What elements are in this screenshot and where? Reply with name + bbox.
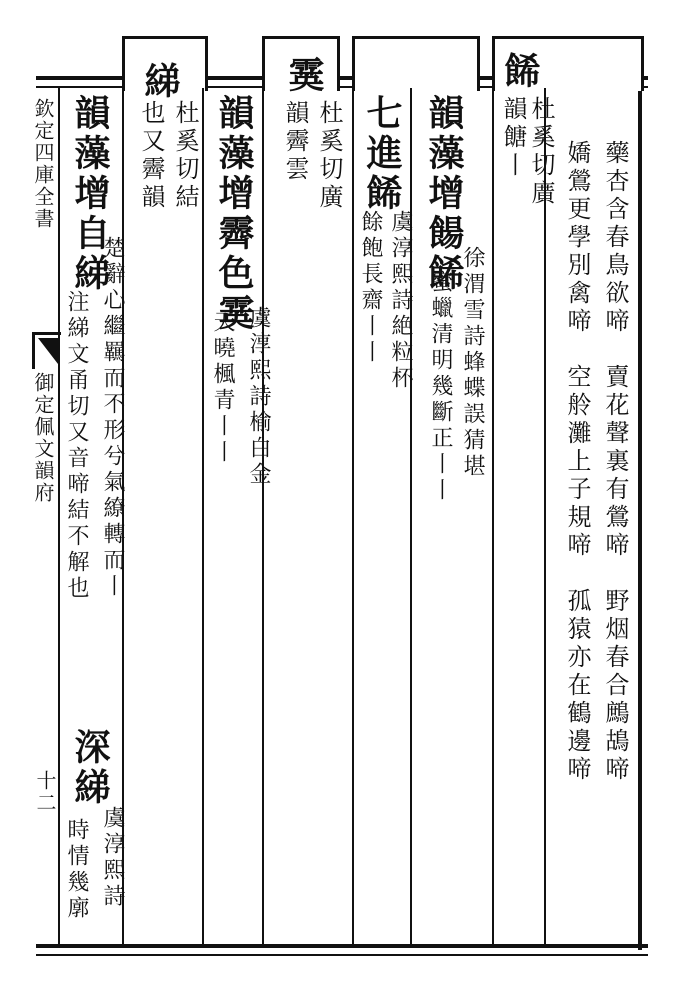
text-column: 嬌鶯更學別禽啼 空舲灘上子規啼 孤猿亦在鶴邊啼 [563,140,591,784]
gloss-text: 韻餹丨 [499,96,527,180]
quote-text: 虞淳熙詩絶粒杯 [388,210,413,392]
chapter-title: 御定佩文韻府 [31,372,55,504]
headword: 霙 [283,56,325,96]
headword: 韻藻增餳餙 [423,94,465,294]
quote-text: 楚辭心繼羈而不形兮氣繚轉而丨 [100,236,125,600]
headword: 七進餙 [361,94,403,214]
gloss-text: 也又霽韻 [137,100,165,212]
gloss-text: 杜奚切結 [171,100,199,212]
quote-text: 餘飽長齋丨丨 [358,210,383,366]
column-rule [492,88,494,944]
gloss-text: 杜奚切廣 [315,100,343,212]
headword: 餙 [499,52,541,92]
headword: 韻藻增霽色霙 [213,94,255,334]
gloss-text: 杜奚切廣 [527,96,555,208]
quote-text: 虞淳熙詩 [100,806,125,910]
page-number: 十二 [33,770,57,814]
book-title: 欽定四庫全書 [31,98,55,230]
quote-text: 蜜蠟清明幾斷正丨丨 [428,270,453,504]
frame-bottom-border-inner [36,954,648,956]
headword: 韻藻增自綈 [69,94,111,294]
column-rule [544,88,546,944]
headword: 綈 [139,62,181,102]
quote-text: 虞淳熙詩榆白金 [246,306,271,488]
quote-text: 丨注綈文甬切又音啼結不解也 [64,264,89,602]
gloss-text: 韻霽雲 [281,100,309,184]
column-rule [352,88,354,944]
header-tab-2 [352,36,480,91]
quote-text: 徐渭雪詩蜂蝶誤猜堪 [460,246,485,480]
quote-text: 天曉楓青丨丨 [210,310,235,466]
frame-bottom-border [36,944,648,948]
quote-text: 時情幾廓 [64,818,89,922]
column-rule [202,88,204,944]
column-rule [58,88,60,944]
column-rule [262,88,264,944]
frame-right-border [638,60,642,950]
text-column: 藥杏含春鳥欲啼 賣花聲裏有鶯啼 野烟春合鷓鴣啼 [601,140,629,784]
headword: 深綈 [69,728,111,808]
